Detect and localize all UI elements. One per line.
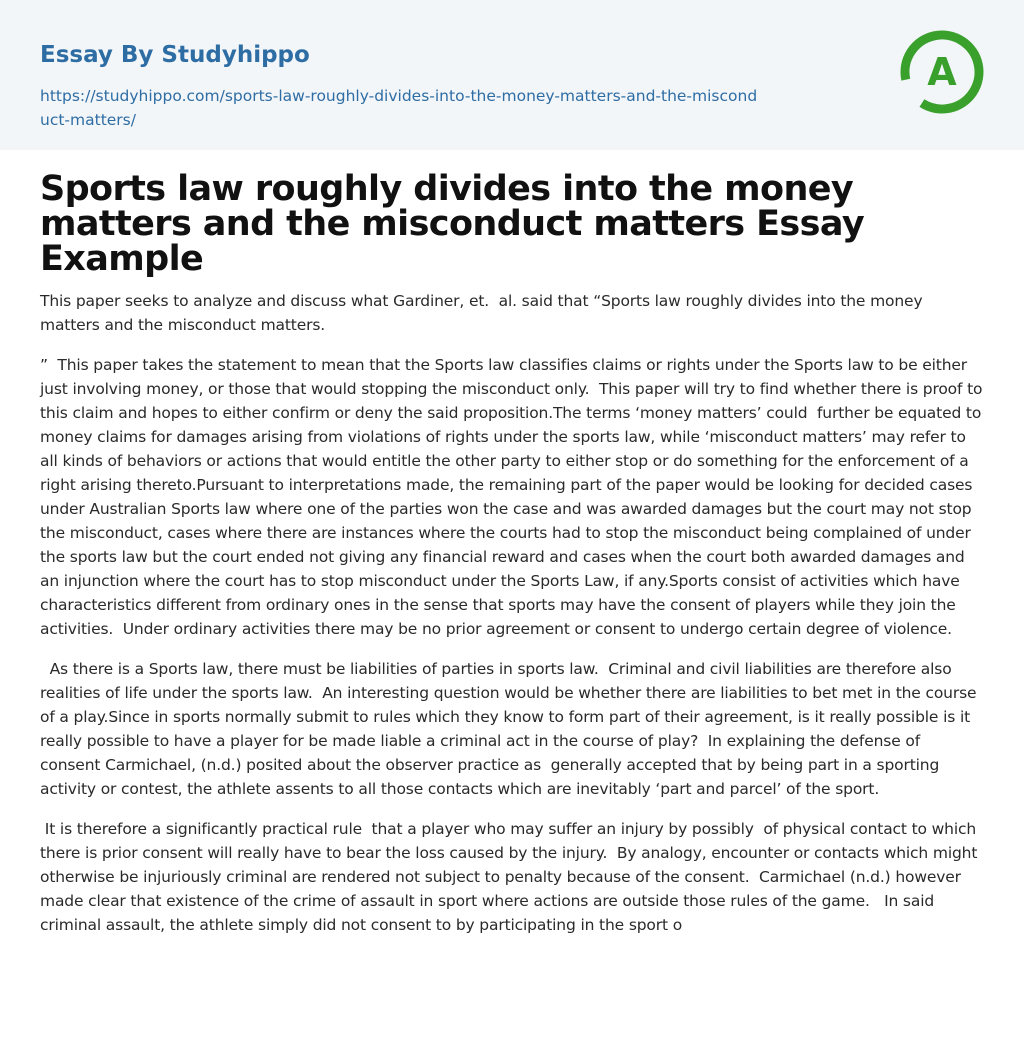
article-paragraph-4: It is therefore a significantly practical rule that a player who may suffer an injury by possibly of physical contact to which there is prior consent will really have to bear the loss caused by the injury. By analogy, encounter or contacts which might otherwise be injuriously criminal are rendered not subject to penalty because of the consent. Carmichael (n.d.) however made clear that existence of the crime of assault in sport where actions are outside those rules of the game. In said criminal assault, the athlete simply did not consent to by participating in the sport o [40,820,983,934]
studyhippo-logo-icon[interactable] [898,28,986,116]
logo-letter: A [927,50,957,94]
article-paragraph-1: This paper seeks to analyze and discuss what Gardiner, et. al. said that “Sports law roughly divides into the money matters and the misconduct matters. [40,292,928,334]
article-paragraph-3: As there is a Sports law, there must be liabilities of parties in sports law. Criminal and civil liabilities are therefore also realities of life under the sports law. An interesting question would be whether there are liabilities to bet met in the course of a play.Since in sports normally submit to rules which they know to form part of their agreement, is it really possible is it really possible to have a player for be made liable a criminal act in the course of play? In explaining the defense of consent Carmichael, (n.d.) posited about the observer practice as generally accepted that by being part in a sporting activity or contest, the athlete assents to all those contacts which are inevitably ‘part and parcel’ of the sport. [40,660,982,798]
site-header [0,0,1024,150]
article-body [0,150,1024,937]
article-title: Sports law roughly divides into the money matters and the misconduct matters Essay Example [40,169,865,279]
site-brand[interactable]: Essay By Studyhippo [40,42,310,68]
article-paragraph-2: ” This paper takes the statement to mean that the Sports law classifies claims or rights under the Sports law to be either just involving money, or those that would stopping the misconduct only. This paper will try to find whether there is proof to this claim and hopes to either confirm or deny the said proposition.The terms ‘money matters’ could further be equated to money claims for damages arising from violations of rights under the sports law, while ‘misconduct matters’ may refer to all kinds of behaviors or actions that would entitle the other party to either stop or do something for the enforcement of a right arising thereto.Pursuant to interpretations made, the remaining part of the paper would be looking for decided cases under Australian Sports law where one of the parties won the case and was awarded damages but the court may not stop the misconduct, cases where there are instances where the courts had to stop the misconduct being complained of under the sports law but the court ended not giving any financial reward and cases when the court both awarded damages and an injunction where the court has to stop misconduct under the Sports Law, if any.Sports consist of activities which have characteristics different from ordinary ones in the sense that sports may have the consent of players while they join the activities. Under ordinary activities there may be no prior agreement or consent to undergo certain degree of violence. [40,356,988,638]
article-url-link[interactable]: https://studyhippo.com/sports-law-roughly-divides-into-the-money-matters-and-the-misconduct-matters/ [40,87,758,129]
